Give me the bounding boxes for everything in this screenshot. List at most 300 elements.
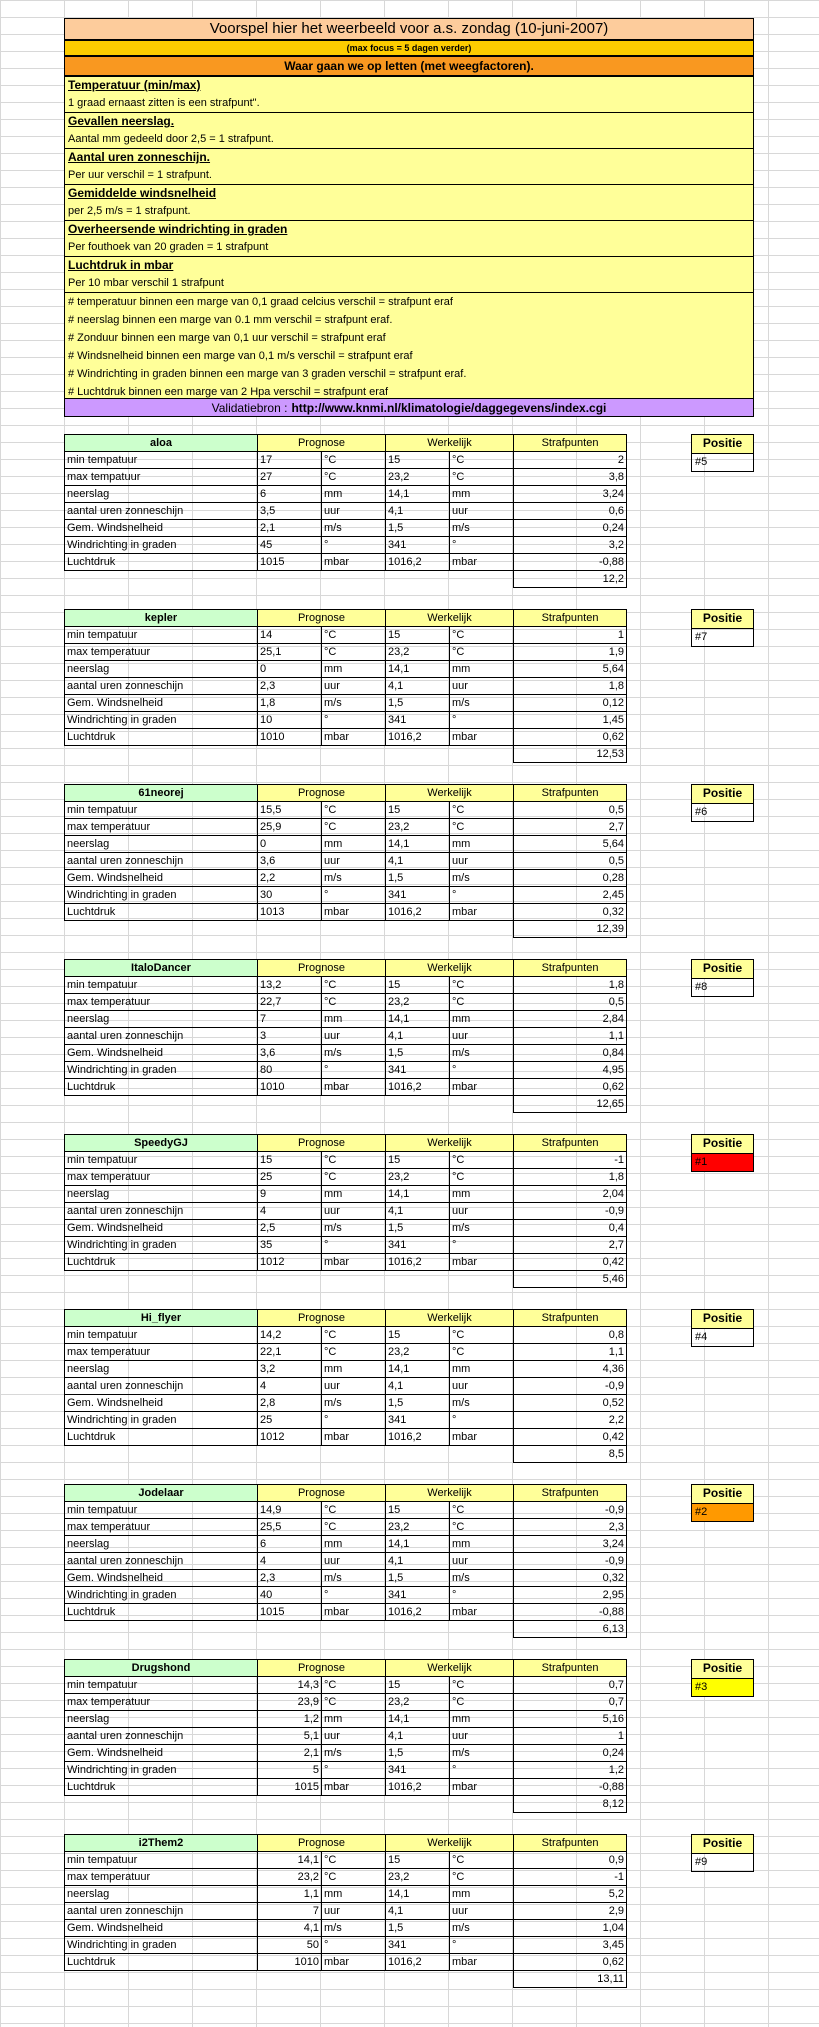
prognose-unit: mbar (322, 554, 386, 571)
werkelijk-unit: uur (450, 1553, 514, 1570)
werkelijk-value: 341 (386, 1937, 450, 1954)
prognose-value: 1010 (258, 729, 322, 746)
row-label: min tempatuur (65, 627, 258, 644)
werkelijk-unit: mm (450, 1711, 514, 1728)
row-label: Gem. Windsnelheid (65, 1045, 258, 1062)
row-label: Gem. Windsnelheid (65, 1745, 258, 1762)
werkelijk-unit: uur (450, 1903, 514, 1920)
total-row (65, 1446, 627, 1463)
table-row (65, 1186, 627, 1203)
table-row (65, 1728, 627, 1745)
note-windspeed: # Windsnelheid binnen een marge van 0,1 m/s verschil = strafpunt eraf (68, 350, 413, 362)
table-row (65, 1677, 627, 1694)
werkelijk-value: 4,1 (386, 1728, 450, 1745)
prognose-unit: ° (322, 1937, 386, 1954)
prognose-value: 7 (258, 1903, 322, 1920)
werkelijk-value: 1,5 (386, 1395, 450, 1412)
werkelijk-value: 15 (386, 627, 450, 644)
rule-windspeed (65, 185, 753, 221)
player-table (64, 1134, 627, 1288)
prognose-value: 4,1 (258, 1920, 322, 1937)
prognose-unit: m/s (322, 1745, 386, 1762)
prognose-value: 1012 (258, 1254, 322, 1271)
total-strafpunten: 12,2 (514, 571, 627, 588)
werkelijk-unit: °C (450, 1852, 514, 1869)
werkelijk-unit: mbar (450, 1779, 514, 1796)
row-label: aantal uren zonneschijn (65, 853, 258, 870)
total-row (65, 1796, 627, 1813)
position-box (691, 609, 754, 647)
player-table (64, 434, 627, 588)
player-name: 61neorej (65, 785, 258, 802)
row-label: Luchtdruk (65, 1954, 258, 1971)
prognose-unit: °C (322, 1169, 386, 1186)
prognose-unit: uur (322, 678, 386, 695)
row-label: min tempatuur (65, 1152, 258, 1169)
strafpunten-value: 1,9 (514, 644, 627, 661)
werkelijk-unit: mm (450, 486, 514, 503)
position-value: #3 (691, 1679, 754, 1697)
row-label: Gem. Windsnelheid (65, 1570, 258, 1587)
row-label: Windrichting in graden (65, 712, 258, 729)
prognose-unit: °C (322, 1869, 386, 1886)
rule-sunshine (65, 149, 753, 185)
strafpunten-value: 2,7 (514, 1237, 627, 1254)
row-label: neerslag (65, 486, 258, 503)
werkelijk-value: 14,1 (386, 836, 450, 853)
table-row (65, 1062, 627, 1079)
werkelijk-unit: uur (450, 503, 514, 520)
total-strafpunten: 8,12 (514, 1796, 627, 1813)
werkelijk-header: Werkelijk (386, 960, 514, 977)
row-label: Gem. Windsnelheid (65, 870, 258, 887)
werkelijk-header: Werkelijk (386, 785, 514, 802)
prognose-value: 1015 (258, 1779, 322, 1796)
werkelijk-value: 23,2 (386, 1519, 450, 1536)
strafpunten-value: 2 (514, 452, 627, 469)
table-row (65, 1779, 627, 1796)
table-row (65, 729, 627, 746)
position-header: Positie (691, 784, 754, 804)
rule-title: Overheersende windrichting in graden (68, 222, 288, 236)
werkelijk-unit: °C (450, 1502, 514, 1519)
prognose-unit: °C (322, 1344, 386, 1361)
row-label: max temperatuur (65, 1519, 258, 1536)
werkelijk-unit: m/s (450, 1045, 514, 1062)
strafpunten-value: 1,45 (514, 712, 627, 729)
prognose-unit: °C (322, 1852, 386, 1869)
table-row (65, 1412, 627, 1429)
table-row (65, 1937, 627, 1954)
prognose-unit: mm (322, 661, 386, 678)
row-label: neerslag (65, 1536, 258, 1553)
table-row (65, 1011, 627, 1028)
werkelijk-unit: °C (450, 452, 514, 469)
werkelijk-unit: ° (450, 887, 514, 904)
werkelijk-value: 341 (386, 712, 450, 729)
strafpunten-value: -0,9 (514, 1203, 627, 1220)
prognose-value: 7 (258, 1011, 322, 1028)
rule-text: Per fouthoek van 20 graden = 1 strafpunt (65, 238, 753, 257)
row-label: Luchtdruk (65, 1604, 258, 1621)
player-name: Drugshond (65, 1660, 258, 1677)
rule-pressure (65, 257, 753, 293)
prognose-value: 25 (258, 1169, 322, 1186)
total-strafpunten: 8,5 (514, 1446, 627, 1463)
prognose-value: 5 (258, 1762, 322, 1779)
row-label: Windrichting in graden (65, 887, 258, 904)
row-label: Gem. Windsnelheid (65, 695, 258, 712)
prognose-value: 25 (258, 1412, 322, 1429)
position-box (691, 1834, 754, 1872)
player-table (64, 1484, 627, 1638)
prognose-value: 17 (258, 452, 322, 469)
strafpunten-value: 1,1 (514, 1344, 627, 1361)
total-row (65, 1971, 627, 1988)
total-strafpunten: 12,53 (514, 746, 627, 763)
werkelijk-unit: °C (450, 1694, 514, 1711)
position-box (691, 959, 754, 997)
prognose-value: 80 (258, 1062, 322, 1079)
werkelijk-unit: mm (450, 1011, 514, 1028)
prognose-value: 4 (258, 1203, 322, 1220)
werkelijk-value: 1,5 (386, 870, 450, 887)
table-row (65, 1920, 627, 1937)
row-label: max temperatuur (65, 1869, 258, 1886)
validation-link[interactable]: http://www.knmi.nl/klimatologie/daggegevens/index.cgi (291, 401, 607, 415)
werkelijk-value: 15 (386, 1502, 450, 1519)
werkelijk-unit: °C (450, 644, 514, 661)
row-label: Windrichting in graden (65, 537, 258, 554)
row-label: Gem. Windsnelheid (65, 1395, 258, 1412)
position-header: Positie (691, 1309, 754, 1329)
strafpunten-value: 5,64 (514, 836, 627, 853)
strafpunten-value: 0,32 (514, 904, 627, 921)
werkelijk-value: 4,1 (386, 1028, 450, 1045)
prognose-unit: ° (322, 537, 386, 554)
total-row (65, 746, 627, 763)
prognose-unit: m/s (322, 1570, 386, 1587)
prognose-value: 14 (258, 627, 322, 644)
prognose-value: 45 (258, 537, 322, 554)
strafpunten-value: 1 (514, 627, 627, 644)
werkelijk-unit: °C (450, 1869, 514, 1886)
validation-label: Validatiebron : (211, 401, 288, 415)
position-value: #7 (691, 629, 754, 647)
total-spacer (65, 921, 514, 938)
prognose-value: 14,2 (258, 1327, 322, 1344)
werkelijk-unit: mbar (450, 1429, 514, 1446)
prognose-unit: uur (322, 503, 386, 520)
prognose-value: 23,9 (258, 1694, 322, 1711)
prognose-unit: °C (322, 1519, 386, 1536)
total-spacer (65, 746, 514, 763)
table-row (65, 1203, 627, 1220)
row-label: aantal uren zonneschijn (65, 1028, 258, 1045)
note-pressure: # Luchtdruk binnen een marge van 2 Hpa verschil = strafpunt eraf (68, 386, 389, 398)
position-box (691, 1659, 754, 1697)
player-table (64, 784, 627, 938)
prognose-value: 6 (258, 486, 322, 503)
prognose-value: 35 (258, 1237, 322, 1254)
werkelijk-unit: m/s (450, 1920, 514, 1937)
prognose-value: 1,8 (258, 695, 322, 712)
werkelijk-value: 341 (386, 1062, 450, 1079)
prognose-unit: m/s (322, 1920, 386, 1937)
player-table (64, 1659, 627, 1813)
table-row (65, 870, 627, 887)
werkelijk-unit: m/s (450, 695, 514, 712)
strafpunten-value: 1,8 (514, 977, 627, 994)
strafpunten-value: 2,95 (514, 1587, 627, 1604)
werkelijk-unit: °C (450, 977, 514, 994)
prognose-value: 2,8 (258, 1395, 322, 1412)
prognose-value: 27 (258, 469, 322, 486)
werkelijk-value: 14,1 (386, 1711, 450, 1728)
prognose-unit: uur (322, 1203, 386, 1220)
table-row (65, 644, 627, 661)
rule-text: Per 10 mbar verschil 1 strafpunt (65, 274, 753, 293)
total-spacer (65, 571, 514, 588)
rule-title: Gevallen neerslag. (68, 114, 175, 128)
table-row (65, 1954, 627, 1971)
row-label: aantal uren zonneschijn (65, 1378, 258, 1395)
werkelijk-unit: m/s (450, 870, 514, 887)
werkelijk-unit: m/s (450, 1395, 514, 1412)
werkelijk-unit: °C (450, 469, 514, 486)
werkelijk-value: 1016,2 (386, 554, 450, 571)
werkelijk-unit: mbar (450, 1079, 514, 1096)
table-row (65, 486, 627, 503)
strafpunten-value: -0,9 (514, 1553, 627, 1570)
werkelijk-unit: °C (450, 1152, 514, 1169)
prognose-unit: uur (322, 1903, 386, 1920)
prognose-unit: uur (322, 1378, 386, 1395)
total-spacer (65, 1621, 514, 1638)
table-row (65, 452, 627, 469)
total-row (65, 571, 627, 588)
strafpunten-value: 1 (514, 1728, 627, 1745)
prognose-unit: mm (322, 1011, 386, 1028)
werkelijk-value: 4,1 (386, 1378, 450, 1395)
strafpunten-header: Strafpunten (514, 435, 627, 452)
werkelijk-value: 1,5 (386, 1920, 450, 1937)
note-precipitation: # neerslag binnen een marge van 0.1 mm verschil = strafpunt eraf. (68, 314, 393, 326)
row-label: Gem. Windsnelheid (65, 520, 258, 537)
table-row (65, 1711, 627, 1728)
prognose-value: 3,2 (258, 1361, 322, 1378)
werkelijk-value: 341 (386, 887, 450, 904)
table-row (65, 1519, 627, 1536)
strafpunten-value: 1,04 (514, 1920, 627, 1937)
werkelijk-unit: uur (450, 1203, 514, 1220)
table-row (65, 503, 627, 520)
row-label: neerslag (65, 1186, 258, 1203)
total-row (65, 1271, 627, 1288)
row-label: max temperatuur (65, 1344, 258, 1361)
prognose-unit: °C (322, 644, 386, 661)
prognose-unit: ° (322, 1587, 386, 1604)
table-row (65, 1169, 627, 1186)
total-strafpunten: 12,39 (514, 921, 627, 938)
position-box (691, 1134, 754, 1172)
position-box (691, 1484, 754, 1522)
prognose-unit: °C (322, 1327, 386, 1344)
player-table (64, 1834, 627, 1988)
werkelijk-unit: m/s (450, 520, 514, 537)
row-label: Windrichting in graden (65, 1062, 258, 1079)
werkelijk-unit: uur (450, 853, 514, 870)
table-row (65, 819, 627, 836)
row-label: neerslag (65, 836, 258, 853)
table-row (65, 554, 627, 571)
prognose-unit: mm (322, 1361, 386, 1378)
position-value: #5 (691, 454, 754, 472)
table-header-row (65, 785, 627, 802)
total-row (65, 1096, 627, 1113)
table-row (65, 1903, 627, 1920)
prognose-unit: m/s (322, 1045, 386, 1062)
player-table (64, 959, 627, 1113)
row-label: Windrichting in graden (65, 1237, 258, 1254)
rule-title: Temperatuur (min/max) (68, 78, 201, 92)
prognose-unit: °C (322, 1502, 386, 1519)
werkelijk-unit: °C (450, 1677, 514, 1694)
total-spacer (65, 1096, 514, 1113)
total-strafpunten: 13,11 (514, 1971, 627, 1988)
total-strafpunten: 12,65 (514, 1096, 627, 1113)
row-label: Luchtdruk (65, 904, 258, 921)
table-row (65, 695, 627, 712)
strafpunten-value: 3,24 (514, 486, 627, 503)
werkelijk-unit: °C (450, 819, 514, 836)
row-label: Gem. Windsnelheid (65, 1920, 258, 1937)
strafpunten-value: 0,24 (514, 1745, 627, 1762)
table-row (65, 1502, 627, 1519)
prognose-header: Prognose (258, 785, 386, 802)
prognose-unit: °C (322, 452, 386, 469)
prognose-value: 22,1 (258, 1344, 322, 1361)
prognose-unit: mbar (322, 1254, 386, 1271)
werkelijk-unit: mm (450, 836, 514, 853)
table-header-row (65, 1485, 627, 1502)
werkelijk-value: 15 (386, 1852, 450, 1869)
prognose-value: 1,2 (258, 1711, 322, 1728)
table-row (65, 1869, 627, 1886)
strafpunten-value: 2,7 (514, 819, 627, 836)
table-row (65, 1762, 627, 1779)
werkelijk-value: 1016,2 (386, 1779, 450, 1796)
prognose-value: 1015 (258, 554, 322, 571)
werkelijk-value: 23,2 (386, 1169, 450, 1186)
table-row (65, 1378, 627, 1395)
prognose-value: 2,3 (258, 1570, 322, 1587)
row-label: Windrichting in graden (65, 1412, 258, 1429)
prognose-value: 1010 (258, 1954, 322, 1971)
prognose-unit: °C (322, 1677, 386, 1694)
position-header: Positie (691, 1659, 754, 1679)
werkelijk-value: 341 (386, 1237, 450, 1254)
total-spacer (65, 1271, 514, 1288)
strafpunten-value: 1,1 (514, 1028, 627, 1045)
total-strafpunten: 6,13 (514, 1621, 627, 1638)
player-name: kepler (65, 610, 258, 627)
prognose-header: Prognose (258, 1310, 386, 1327)
prognose-unit: °C (322, 977, 386, 994)
prognose-value: 14,3 (258, 1677, 322, 1694)
prognose-value: 5,1 (258, 1728, 322, 1745)
werkelijk-value: 23,2 (386, 644, 450, 661)
strafpunten-value: -1 (514, 1152, 627, 1169)
werkelijk-unit: uur (450, 1028, 514, 1045)
total-spacer (65, 1796, 514, 1813)
strafpunten-value: 2,45 (514, 887, 627, 904)
prognose-unit: mbar (322, 1779, 386, 1796)
strafpunten-value: -0,88 (514, 554, 627, 571)
table-row (65, 977, 627, 994)
werkelijk-unit: mm (450, 661, 514, 678)
position-box (691, 1309, 754, 1347)
strafpunten-value: 0,4 (514, 1220, 627, 1237)
prognose-unit: m/s (322, 870, 386, 887)
prognose-unit: m/s (322, 695, 386, 712)
prognose-unit: mm (322, 486, 386, 503)
werkelijk-value: 1016,2 (386, 904, 450, 921)
table-row (65, 712, 627, 729)
prognose-unit: ° (322, 1062, 386, 1079)
player-name: aloa (65, 435, 258, 452)
prognose-value: 23,2 (258, 1869, 322, 1886)
strafpunten-value: 1,2 (514, 1762, 627, 1779)
prognose-unit: mbar (322, 1604, 386, 1621)
note-sunshine: # Zonduur binnen een marge van 0,1 uur verschil = strafpunt eraf (68, 332, 386, 344)
prognose-value: 25,1 (258, 644, 322, 661)
werkelijk-unit: mbar (450, 904, 514, 921)
table-row (65, 853, 627, 870)
strafpunten-header: Strafpunten (514, 785, 627, 802)
table-header-row (65, 1835, 627, 1852)
werkelijk-unit: ° (450, 1587, 514, 1604)
strafpunten-value: 2,3 (514, 1519, 627, 1536)
prognose-value: 2,2 (258, 870, 322, 887)
werkelijk-value: 15 (386, 977, 450, 994)
table-row (65, 537, 627, 554)
table-row (65, 1536, 627, 1553)
prognose-unit: ° (322, 1412, 386, 1429)
werkelijk-unit: mbar (450, 1954, 514, 1971)
table-row (65, 1237, 627, 1254)
strafpunten-value: 0,6 (514, 503, 627, 520)
werkelijk-value: 4,1 (386, 678, 450, 695)
rule-text: Aantal mm gedeeld door 2,5 = 1 strafpunt. (65, 130, 753, 149)
prognose-header: Prognose (258, 960, 386, 977)
strafpunten-value: 0,7 (514, 1677, 627, 1694)
row-label: max temperatuur (65, 1694, 258, 1711)
werkelijk-value: 14,1 (386, 1536, 450, 1553)
werkelijk-unit: mm (450, 1361, 514, 1378)
werkelijk-value: 341 (386, 537, 450, 554)
table-header-row (65, 610, 627, 627)
row-label: max temperatuur (65, 644, 258, 661)
table-row (65, 994, 627, 1011)
strafpunten-header: Strafpunten (514, 960, 627, 977)
werkelijk-value: 1,5 (386, 1220, 450, 1237)
prognose-value: 1010 (258, 1079, 322, 1096)
row-label: max tempatuur (65, 469, 258, 486)
strafpunten-value: 1,8 (514, 678, 627, 695)
prognose-value: 3,5 (258, 503, 322, 520)
prognose-unit: ° (322, 1237, 386, 1254)
